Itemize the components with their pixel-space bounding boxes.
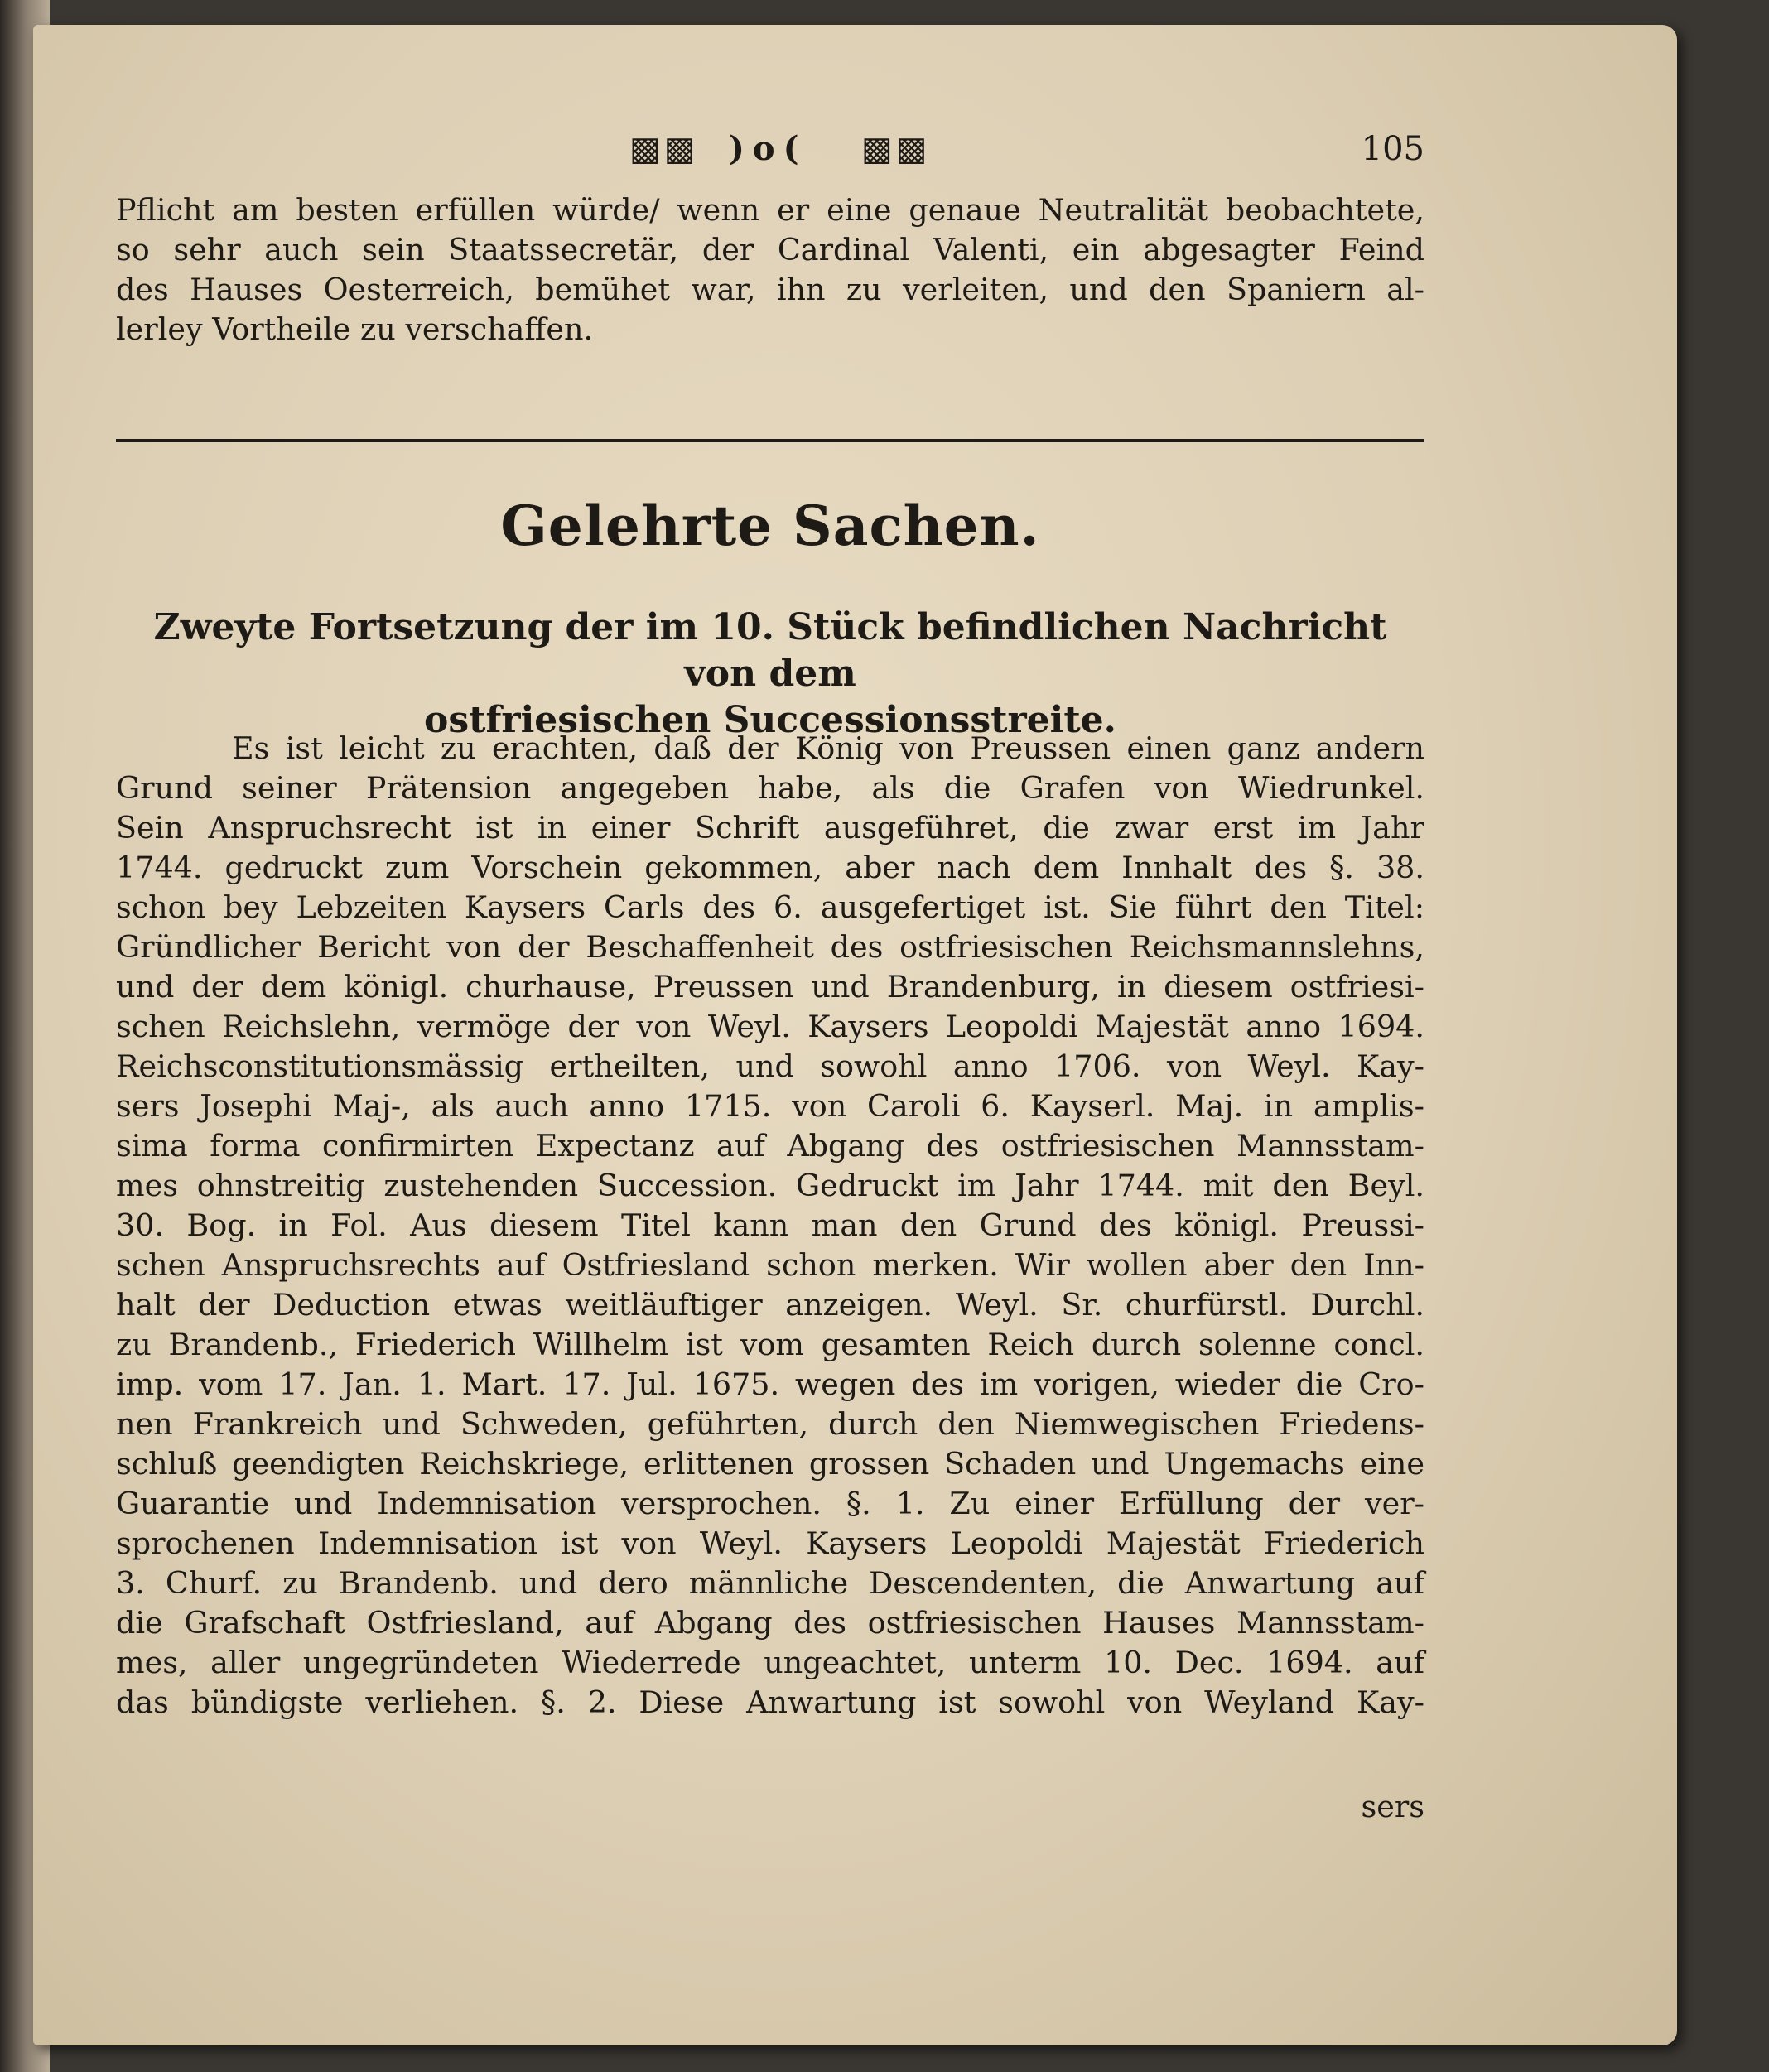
article-title-line: ostfriesischen Successionsstreite. — [424, 699, 1116, 741]
text-line: mes, aller ungegründeten Wiederrede ungeachtet, unterm 10. Dec. 1694. auf — [116, 1645, 1424, 1680]
text-line: Gründlicher Bericht von der Beschaffenheit des ostfriesischen Reichsmannslehns, — [116, 929, 1424, 965]
text-line: imp. vom 17. Jan. 1. Mart. 17. Jul. 1675. wegen des im vorigen, wieder die Cro- — [116, 1366, 1424, 1402]
text-line: die Grafschaft Ostfriesland, auf Abgang des ostfriesischen Hauses Mannsstam- — [116, 1605, 1424, 1641]
text-line: das bündigste verliehen. §. 2. Diese Anwartung ist sowohl von Weyland Kay- — [116, 1684, 1424, 1720]
article-title — [116, 605, 1424, 744]
text-line: Sein Anspruchsrecht ist in einer Schrift ausgeführet, die zwar erst im Jahr — [116, 810, 1424, 846]
text-line: mes ohnstreitig zustehenden Succession. Gedruckt im Jahr 1744. mit den Beyl. — [116, 1168, 1424, 1203]
text-line: halt der Deduction etwas weitläuftiger anzeigen. Weyl. Sr. churfürstl. Durchl. — [116, 1287, 1424, 1323]
text-line: sers Josephi Maj-, als auch anno 1715. von Caroli 6. Kayserl. Maj. in amplis- — [116, 1088, 1424, 1124]
header-ornament-left: ▩▩ — [629, 129, 699, 168]
text-line: zu Brandenb., Friederich Willhelm ist vom gesamten Reich durch solenne concl. — [116, 1327, 1424, 1362]
section-heading: Gelehrte Sachen. — [500, 494, 1040, 558]
page-header — [116, 124, 1424, 174]
text-line: schen Reichslehn, vermöge der von Weyl. Kaysers Leopoldi Majestät anno 1694. — [116, 1009, 1424, 1044]
text-line: schon bey Lebzeiten Kaysers Carls des 6. ausgefertiget ist. Sie führt den Titel: — [116, 889, 1424, 925]
text-line: 1744. gedruckt zum Vorschein gekommen, aber nach dem Innhalt des §. 38. — [116, 850, 1424, 885]
body-paragraph — [116, 729, 1424, 1723]
text-line: schluß geendigten Reichskriege, erlittenen grossen Schaden und Ungemachs eine — [116, 1446, 1424, 1482]
text-line: so sehr auch sein Staatssecretär, der Cardinal Valenti, ein abgesagter Feind — [116, 232, 1424, 267]
text-line: Guarantie und Indemnisation versprochen. §. 1. Zu einer Erfüllung der ver- — [116, 1486, 1424, 1521]
text-line: Grund seiner Prätension angegeben habe, als die Grafen von Wiedrunkel. — [116, 770, 1424, 806]
text-line: und der dem königl. churhause, Preussen und Brandenburg, in diesem ostfriesi- — [116, 969, 1424, 1005]
text-line: schen Anspruchsrechts auf Ostfriesland schon merken. Wir wollen aber den Inn- — [116, 1247, 1424, 1283]
text-line: 3. Churf. zu Brandenb. und dero männliche Descendenten, die Anwartung auf — [116, 1565, 1424, 1601]
text-line: Es ist leicht zu erachten, daß der König von Preussen einen ganz andern — [232, 730, 1424, 766]
intro-paragraph — [116, 190, 1424, 349]
book-page — [33, 25, 1677, 2045]
section-divider — [116, 439, 1424, 442]
article-title-line: Zweyte Fortsetzung der im 10. Stück befindlichen Nachricht von dem — [153, 606, 1387, 695]
catchword: sers — [1361, 1789, 1424, 1824]
page-number: 105 — [1361, 130, 1424, 168]
text-line: sprochenen Indemnisation ist von Weyl. Kaysers Leopoldi Majestät Friederich — [116, 1525, 1424, 1561]
header-ornament-center: )o( — [729, 129, 807, 168]
text-line: sima forma confirmirten Expectanz auf Abgang des ostfriesischen Mannsstam- — [116, 1128, 1424, 1164]
text-line: des Hauses Oesterreich, bemühet war, ihn zu verleiten, und den Spaniern al- — [116, 272, 1424, 307]
text-line: nen Frankreich und Schweden, geführten, durch den Niemwegischen Friedens- — [116, 1406, 1424, 1442]
text-line: Reichsconstitutionsmässig ertheilten, und sowohl anno 1706. von Weyl. Kay- — [116, 1048, 1424, 1084]
header-ornament-right: ▩▩ — [861, 129, 931, 168]
text-line: Pflicht am besten erfüllen würde/ wenn er eine genaue Neutralität beobachtete, — [116, 192, 1424, 228]
text-line: lerley Vortheile zu verschaffen. — [116, 311, 594, 347]
text-line: 30. Bog. in Fol. Aus diesem Titel kann man den Grund des königl. Preussi- — [116, 1207, 1424, 1243]
